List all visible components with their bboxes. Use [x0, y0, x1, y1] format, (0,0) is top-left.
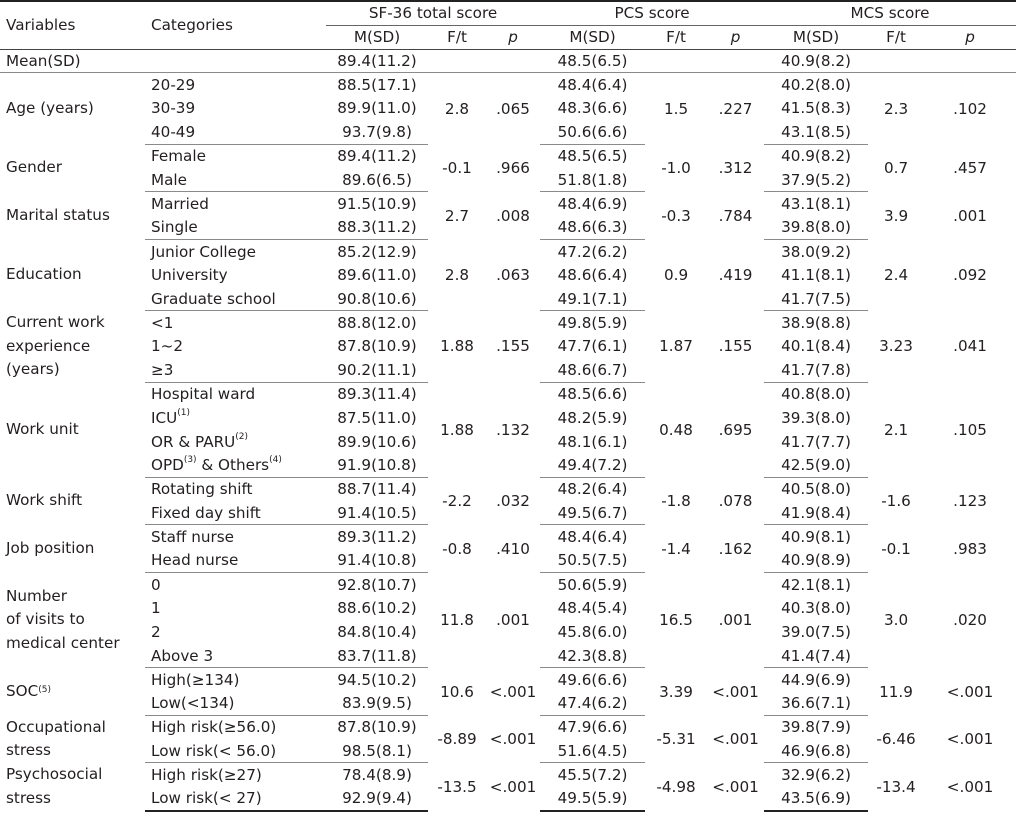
category-label: 20-29 [151, 75, 196, 94]
mean-mcs: 40.9(8.2) [764, 49, 868, 73]
sf36-msd: 91.4(10.8) [326, 549, 428, 573]
table-row [0, 477, 1016, 501]
header-mcs-p: p [924, 25, 1016, 49]
mcs-f-value: 2.1 [883, 420, 909, 439]
mcs-p-value: .105 [953, 420, 987, 439]
footnote-marker: (1) [177, 407, 190, 418]
mcs-f-value: -6.46 [876, 730, 916, 749]
sf36-f-value: -13.5 [437, 777, 477, 796]
category-label: Married [151, 194, 209, 213]
footnote-marker: (5) [38, 684, 51, 695]
sf36-f-value: -0.1 [442, 158, 472, 177]
sf36-msd: 78.4(8.9) [342, 766, 412, 785]
category-label: 2 [151, 623, 161, 642]
pcs-f-value: -0.3 [661, 206, 691, 225]
pcs-f-value: 0.48 [659, 420, 693, 439]
mcs-p-value: .102 [953, 99, 987, 118]
mcs-msd: 41.7(7.5) [764, 287, 868, 311]
pcs-msd: 48.4(6.4) [557, 75, 628, 94]
sf36-p-value: <.001 [489, 730, 537, 749]
footnote-marker: (4) [269, 455, 282, 466]
mcs-p-value: .983 [953, 539, 987, 558]
sf36-msd: 92.9(9.4) [326, 787, 428, 811]
variable-label: Occupational [6, 717, 106, 736]
variable-cell [0, 668, 145, 716]
sf36-p-value: .966 [496, 158, 530, 177]
footnote-marker: (3) [183, 455, 197, 466]
sf36-msd: 90.2(11.1) [326, 358, 428, 382]
pcs-msd: 48.2(5.9) [557, 408, 628, 427]
variable-cell [0, 573, 145, 668]
mcs-msd: 40.9(8.2) [781, 147, 851, 166]
sf36-msd: 87.5(11.0) [337, 408, 417, 427]
sf36-f-value: -8.89 [437, 730, 477, 749]
mcs-msd: 40.2(8.0) [781, 75, 851, 94]
pcs-f-value: 0.9 [663, 266, 689, 285]
sf36-msd: 89.9(11.0) [337, 99, 417, 118]
table-row [0, 239, 1016, 263]
variable-label: Education [6, 265, 82, 284]
variable-cell [0, 144, 145, 192]
sf36-f-value: 2.7 [444, 206, 470, 225]
mcs-msd: 41.9(8.4) [764, 501, 868, 525]
variable-label: Number [6, 586, 68, 605]
mcs-p-value: <.001 [946, 730, 994, 749]
pcs-p-value: .419 [718, 266, 753, 285]
sf36-f-value: 2.8 [444, 99, 470, 118]
footnote-marker: (2) [235, 431, 248, 442]
variable-label: (years) [6, 360, 60, 379]
sf36-msd: 89.3(11.2) [337, 528, 417, 547]
mcs-msd: 40.9(8.9) [764, 549, 868, 573]
category-label: Female [151, 147, 206, 166]
header-sf36-ft: F/t [428, 25, 486, 49]
pcs-msd: 45.5(7.2) [557, 766, 628, 785]
mean-pcs: 48.5(6.5) [540, 49, 645, 73]
table-row [0, 192, 1016, 216]
pcs-p-value: .001 [718, 611, 753, 630]
table-row [0, 573, 1016, 597]
variable-label: Work shift [6, 491, 83, 510]
mcs-p-value: .001 [953, 206, 987, 225]
sf36-p-value: .008 [496, 206, 530, 225]
category-label: Rotating shift [151, 480, 253, 499]
variable-label: experience [6, 336, 91, 355]
mcs-f-value: -13.4 [876, 777, 916, 796]
pcs-msd: 49.5(6.7) [540, 501, 645, 525]
table-row [0, 49, 1016, 73]
mcs-msd: 43.1(8.5) [764, 120, 868, 144]
table-row [0, 715, 1016, 739]
variable-cell [0, 73, 145, 144]
pcs-p-value: <.001 [712, 682, 759, 701]
mean-label: Mean(SD) [0, 49, 145, 73]
category-label: Low risk(< 56.0) [145, 739, 326, 763]
variable-label: Marital status [6, 205, 110, 224]
variable-cell [0, 311, 145, 382]
mcs-msd: 40.1(8.4) [781, 337, 851, 356]
variable-label: Current work [6, 313, 105, 332]
mcs-f-value: 3.9 [883, 206, 909, 225]
variable-label: medical center [6, 633, 120, 652]
mcs-msd: 39.3(8.0) [781, 408, 851, 427]
header-mcs-ft: F/t [868, 25, 924, 49]
pcs-f-value: -5.31 [656, 730, 696, 749]
mcs-msd: 40.8(8.0) [781, 385, 851, 404]
pcs-msd: 50.6(6.6) [540, 120, 645, 144]
sf36-msd: 93.7(9.8) [326, 120, 428, 144]
mcs-msd: 42.1(8.1) [781, 575, 851, 594]
table-row [0, 525, 1016, 549]
header-mcs-msd: M(SD) [764, 25, 868, 49]
sf36-msd: 84.8(10.4) [337, 623, 417, 642]
variable-cell [0, 382, 145, 477]
sf36-msd: 94.5(10.2) [337, 670, 417, 689]
category-label: 1 [151, 599, 161, 618]
pcs-msd: 48.4(5.4) [557, 599, 628, 618]
pcs-msd: 51.6(4.5) [540, 739, 645, 763]
variable-cell [0, 763, 145, 811]
sf36-f-value: -0.8 [442, 539, 472, 558]
header-row-1 [0, 1, 1016, 25]
category-label: <1 [151, 313, 174, 332]
variable-cell [0, 239, 145, 310]
mcs-f-value: 2.4 [883, 266, 909, 285]
sf36-f-value: -2.2 [442, 492, 472, 511]
sf36-f-value: 2.8 [444, 266, 470, 285]
sf36-msd: 88.6(10.2) [337, 599, 417, 618]
sf36-msd: 91.5(10.9) [337, 194, 417, 213]
pcs-msd: 49.8(5.9) [557, 313, 628, 332]
sf36-p-value: .001 [496, 611, 530, 630]
pcs-p-value: .695 [718, 420, 753, 439]
sf36-p-value: .132 [496, 420, 530, 439]
category-label: 0 [151, 575, 161, 594]
pcs-msd: 48.4(6.9) [557, 194, 628, 213]
sf36-msd: 88.7(11.4) [337, 480, 417, 499]
category-label: OR & PARU$^{(2)}$ [151, 431, 248, 451]
pcs-f-value: -1.8 [661, 492, 691, 511]
sf36-f-value: 1.88 [440, 420, 474, 439]
sf36-msd: 88.5(17.1) [337, 75, 417, 94]
variable-label: of visits to [6, 610, 85, 629]
mcs-f-value: 0.7 [883, 158, 909, 177]
pcs-msd: 48.4(6.4) [557, 528, 628, 547]
mcs-msd: 40.5(8.0) [781, 480, 851, 499]
sf36-f-value: 1.88 [440, 337, 474, 356]
category-label: 40-49 [145, 120, 326, 144]
table-row [0, 668, 1016, 692]
mcs-msd: 43.1(8.1) [781, 194, 851, 213]
pcs-msd: 47.2(6.2) [557, 242, 628, 261]
category-label: High risk(≥27) [151, 766, 262, 785]
variable-cell [0, 715, 145, 763]
table-row [0, 382, 1016, 406]
pcs-msd: 48.2(6.4) [557, 480, 628, 499]
sf36-msd: 91.9(10.8) [326, 454, 428, 478]
pcs-f-value: 1.5 [663, 99, 689, 118]
sf36-msd: 83.9(9.5) [326, 692, 428, 716]
mcs-msd: 36.6(7.1) [764, 692, 868, 716]
pcs-msd: 49.4(7.2) [540, 454, 645, 478]
mcs-msd: 40.9(8.1) [781, 528, 851, 547]
pcs-msd: 47.9(6.6) [557, 718, 628, 737]
sf36-msd: 88.8(12.0) [337, 313, 417, 332]
pcs-p-value: <.001 [712, 730, 759, 749]
pcs-p-value: .227 [718, 99, 753, 118]
header-pcs-ft: F/t [645, 25, 707, 49]
mcs-msd: 42.5(9.0) [764, 454, 868, 478]
pcs-msd: 48.5(6.5) [557, 147, 628, 166]
pcs-msd: 50.6(5.9) [557, 575, 628, 594]
mcs-msd: 37.9(5.2) [764, 168, 868, 192]
sf36-msd: 91.4(10.5) [326, 501, 428, 525]
sf36-msd: 89.9(10.6) [337, 432, 417, 451]
pcs-f-value: -1.4 [661, 539, 691, 558]
mcs-f-value: -0.1 [881, 539, 911, 558]
sf36-f-value: 10.6 [440, 682, 474, 701]
sf36-msd: 87.8(10.9) [337, 718, 417, 737]
mcs-p-value: .041 [953, 337, 987, 356]
sf36-msd: 90.8(10.6) [326, 287, 428, 311]
sf36-p-value: .032 [496, 492, 530, 511]
variable-label: Age (years) [6, 98, 94, 117]
sf36-msd: 87.8(10.9) [337, 337, 417, 356]
category-label: 1~2 [151, 337, 184, 356]
mcs-msd: 44.9(6.9) [781, 670, 851, 689]
sf36-f-value: 11.8 [440, 611, 474, 630]
pcs-p-value: .784 [718, 206, 753, 225]
category-label: 30-39 [151, 99, 196, 118]
header-sf36-msd: M(SD) [326, 25, 428, 49]
sf36-msd: 88.3(11.2) [326, 216, 428, 240]
pcs-p-value: .162 [718, 539, 753, 558]
category-label: Head nurse [145, 549, 326, 573]
mcs-msd: 41.7(7.8) [764, 358, 868, 382]
category-label: Single [145, 216, 326, 240]
sf36-p-value: <.001 [489, 777, 537, 796]
pcs-msd: 49.1(7.1) [540, 287, 645, 311]
pcs-f-value: 1.87 [659, 337, 693, 356]
mcs-p-value: <.001 [946, 777, 994, 796]
mcs-msd: 41.1(8.1) [781, 266, 851, 285]
category-label: Hospital ward [151, 385, 256, 404]
pcs-f-value: -1.0 [661, 158, 691, 177]
sf36-msd: 89.3(11.4) [337, 385, 417, 404]
mcs-f-value: -1.6 [881, 492, 911, 511]
sf36-msd: 85.2(12.9) [337, 242, 417, 261]
pcs-msd: 42.3(8.8) [540, 644, 645, 668]
variable-label: Psychosocial [6, 765, 103, 784]
sf36-msd: 89.6(11.0) [337, 266, 417, 285]
mcs-msd: 43.5(6.9) [764, 787, 868, 811]
mcs-p-value: .092 [953, 266, 987, 285]
sf36-msd: 92.8(10.7) [337, 575, 417, 594]
sf36-p-value: .155 [496, 337, 530, 356]
mcs-p-value: <.001 [946, 682, 994, 701]
variable-cell [0, 477, 145, 525]
header-variables: Variables [0, 1, 145, 49]
sf36-p-value: .063 [496, 266, 530, 285]
variable-label: SOC$^{(5)}$ [6, 681, 51, 700]
pcs-msd: 48.1(6.1) [557, 432, 628, 451]
table-row [0, 311, 1016, 335]
table-row [0, 73, 1016, 97]
pcs-msd: 50.5(7.5) [540, 549, 645, 573]
mcs-msd: 39.0(7.5) [781, 623, 851, 642]
variable-label: stress [6, 741, 51, 760]
pcs-msd: 48.6(6.4) [557, 266, 628, 285]
pcs-msd: 49.6(6.6) [557, 670, 628, 689]
mcs-msd: 39.8(8.0) [764, 216, 868, 240]
pcs-p-value: .312 [718, 158, 753, 177]
category-label: ≥3 [145, 358, 326, 382]
mcs-msd: 41.5(8.3) [781, 99, 851, 118]
mcs-msd: 40.3(8.0) [781, 599, 851, 618]
pcs-msd: 45.8(6.0) [557, 623, 628, 642]
variable-cell [0, 192, 145, 240]
header-group-sf36: SF-36 total score [326, 1, 540, 25]
header-group-pcs: PCS score [540, 1, 764, 25]
mcs-p-value: .457 [953, 158, 987, 177]
variable-label: Gender [6, 158, 62, 177]
mcs-f-value: 11.9 [879, 682, 913, 701]
table-body [0, 49, 1016, 811]
header-pcs-msd: M(SD) [540, 25, 645, 49]
mcs-msd: 32.9(6.2) [781, 766, 851, 785]
pcs-f-value: 16.5 [659, 611, 693, 630]
pcs-msd: 48.6(6.3) [540, 216, 645, 240]
pcs-msd: 48.5(6.6) [557, 385, 628, 404]
mcs-msd: 46.9(6.8) [764, 739, 868, 763]
pcs-f-value: -4.98 [656, 777, 696, 796]
mcs-msd: 38.9(8.8) [781, 313, 851, 332]
category-label: Junior College [151, 242, 256, 261]
sf36-p-value: .065 [496, 99, 530, 118]
mcs-msd: 41.7(7.7) [781, 432, 851, 451]
variable-label: Job position [6, 538, 95, 557]
sf36-p-value: <.001 [489, 682, 537, 701]
category-label: High(≥134) [151, 670, 240, 689]
mcs-p-value: .123 [953, 492, 987, 511]
category-label: ICU$^{(1)}$ [151, 407, 190, 427]
header-group-mcs: MCS score [764, 1, 1016, 25]
pcs-msd: 51.8(1.8) [540, 168, 645, 192]
sf36-msd: 89.6(6.5) [326, 168, 428, 192]
pcs-msd: 49.5(5.9) [540, 787, 645, 811]
variable-label: stress [6, 788, 51, 807]
sf36-msd: 83.7(11.8) [326, 644, 428, 668]
variable-cell [0, 525, 145, 573]
pcs-msd: 48.6(6.7) [540, 358, 645, 382]
mcs-f-value: 3.23 [879, 337, 913, 356]
category-label: High risk(≥56.0) [151, 718, 277, 737]
header-sf36-p: p [486, 25, 540, 49]
pcs-msd: 48.3(6.6) [557, 99, 628, 118]
category-label: Male [145, 168, 326, 192]
table-row [0, 144, 1016, 168]
pcs-p-value: .078 [718, 492, 753, 511]
sf36-p-value: .410 [496, 539, 530, 558]
category-label: Staff nurse [151, 528, 234, 547]
mcs-f-value: 2.3 [883, 99, 909, 118]
header-categories: Categories [145, 1, 326, 49]
mean-sf36: 89.4(11.2) [326, 49, 428, 73]
pcs-p-value: <.001 [712, 777, 759, 796]
table-row [0, 763, 1016, 787]
pcs-f-value: 3.39 [659, 682, 693, 701]
header-pcs-p: p [707, 25, 764, 49]
pcs-msd: 47.7(6.1) [557, 337, 628, 356]
mcs-msd: 38.0(9.2) [781, 242, 851, 261]
pcs-p-value: .155 [718, 337, 753, 356]
mcs-f-value: 3.0 [883, 611, 909, 630]
pcs-msd: 47.4(6.2) [540, 692, 645, 716]
sf36-msd: 89.4(11.2) [337, 147, 417, 166]
category-label: Above 3 [145, 644, 326, 668]
category-label: Low risk(< 27) [145, 787, 326, 811]
mcs-p-value: .020 [953, 611, 987, 630]
category-label: OPD$^{(3)}$ & Others$^{(4)}$ [145, 454, 326, 478]
mcs-msd: 41.4(7.4) [764, 644, 868, 668]
mcs-msd: 39.8(7.9) [781, 718, 851, 737]
sf36-msd: 98.5(8.1) [326, 739, 428, 763]
category-label: University [151, 266, 228, 285]
variable-label: Work unit [6, 419, 79, 438]
category-label: Low(<134) [145, 692, 326, 716]
category-label: Graduate school [145, 287, 326, 311]
category-label: Fixed day shift [145, 501, 326, 525]
